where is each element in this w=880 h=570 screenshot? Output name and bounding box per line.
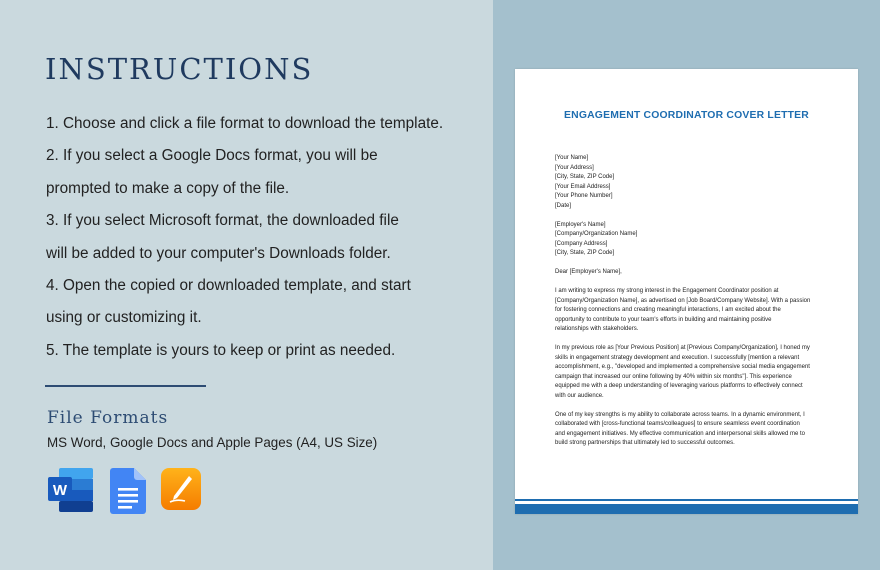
paragraph-line: skills in engagement strategy development and execution. I successfully [mention a relevant xyxy=(555,354,800,361)
instruction-line: 4. Open the copied or downloaded template, and start xyxy=(46,277,411,295)
paragraph-line: with our audience. xyxy=(555,392,604,399)
file-formats-description: MS Word, Google Docs and Apple Pages (A4, US Size) xyxy=(47,435,378,450)
paragraph-line: relationships with stakeholders. xyxy=(555,326,639,332)
document-title: ENGAGEMENT COORDINATOR COVER LETTER xyxy=(563,110,810,121)
paragraph-line: One of my key strengths is my ability to collaborate across teams. In a dynamic environment, I xyxy=(555,411,805,418)
instruction-line: 2. If you select a Google Docs format, you will be xyxy=(46,147,378,165)
apple-pages-icon[interactable] xyxy=(161,468,201,510)
instruction-line: using or customizing it. xyxy=(46,309,202,327)
instruction-line: prompted to make a copy of the file. xyxy=(46,179,290,197)
paragraph-line: In my previous role as [Your Previous Position] at [Previous Company/Organization], I honed my xyxy=(555,345,810,351)
section-divider xyxy=(45,385,206,387)
salutation: Dear [Employer's Name], xyxy=(555,269,622,275)
file-formats-title: File Formats xyxy=(47,408,169,428)
paragraph-line: and engagement initiatives. My effective communication and interpersonal skills allowed me to xyxy=(555,430,806,437)
document-footer-line xyxy=(515,499,858,501)
paragraph-line: equipped me with a deep understanding of leveraging various platforms to effectively connect xyxy=(555,383,803,389)
instruction-line: 5. The template is yours to keep or print as needed. xyxy=(46,341,396,359)
sender-line: [Your Email Address] xyxy=(555,183,611,190)
recipient-line: [City, State, ZIP Code] xyxy=(555,250,615,256)
instruction-line: 1. Choose and click a file format to download the template. xyxy=(46,115,444,132)
instruction-line: will be added to your computer's Downloads folder. xyxy=(46,244,391,262)
sender-line: [Date] xyxy=(555,202,572,209)
svg-text:W: W xyxy=(52,482,68,499)
recipient-line: [Employer's Name] xyxy=(555,221,606,228)
sender-line: [Your Name] xyxy=(555,155,589,161)
paragraph-line: collaborated with [cross-functional teams/colleagues] to ensure seamless event coordination xyxy=(555,421,800,427)
cover-letter-preview xyxy=(515,69,858,514)
paragraph-line: for fostering connections and creating meaningful interactions, I am excited about the xyxy=(555,307,781,313)
paragraph-line: campaign that increased our online following by 40% within six months"]. This experience xyxy=(555,373,792,380)
sender-line: [City, State, ZIP Code] xyxy=(555,174,615,180)
sender-line: [Your Address] xyxy=(555,164,594,171)
paragraph-line: opportunity to contribute to your team's efforts in building and maintaining positive xyxy=(555,316,772,323)
recipient-line: [Company Address] xyxy=(555,240,608,247)
instructions-heading: INSTRUCTIONS xyxy=(45,52,314,86)
document-body xyxy=(555,154,817,449)
paragraph-line: accomplishment, e.g., "developed and implemented a comprehensive social media engagement xyxy=(555,364,810,370)
paragraph-line: build strong partnerships that ultimately led to successful outcomes. xyxy=(555,440,735,446)
sender-line: [Your Phone Number] xyxy=(555,193,613,199)
google-docs-icon[interactable] xyxy=(110,468,146,514)
instruction-line: 3. If you select Microsoft format, the downloaded file xyxy=(46,212,399,230)
paragraph-line: [Company/Organization Name], as advertised on [Job Board/Company Website]. With a passion xyxy=(555,297,811,304)
recipient-line: [Company/Organization Name] xyxy=(555,231,638,237)
document-footer-bar xyxy=(515,504,858,514)
instructions-list xyxy=(46,108,486,367)
ms-word-icon[interactable] xyxy=(47,468,95,512)
paragraph-line: I am writing to express my strong interest in the Engagement Coordinator position at xyxy=(555,288,779,294)
